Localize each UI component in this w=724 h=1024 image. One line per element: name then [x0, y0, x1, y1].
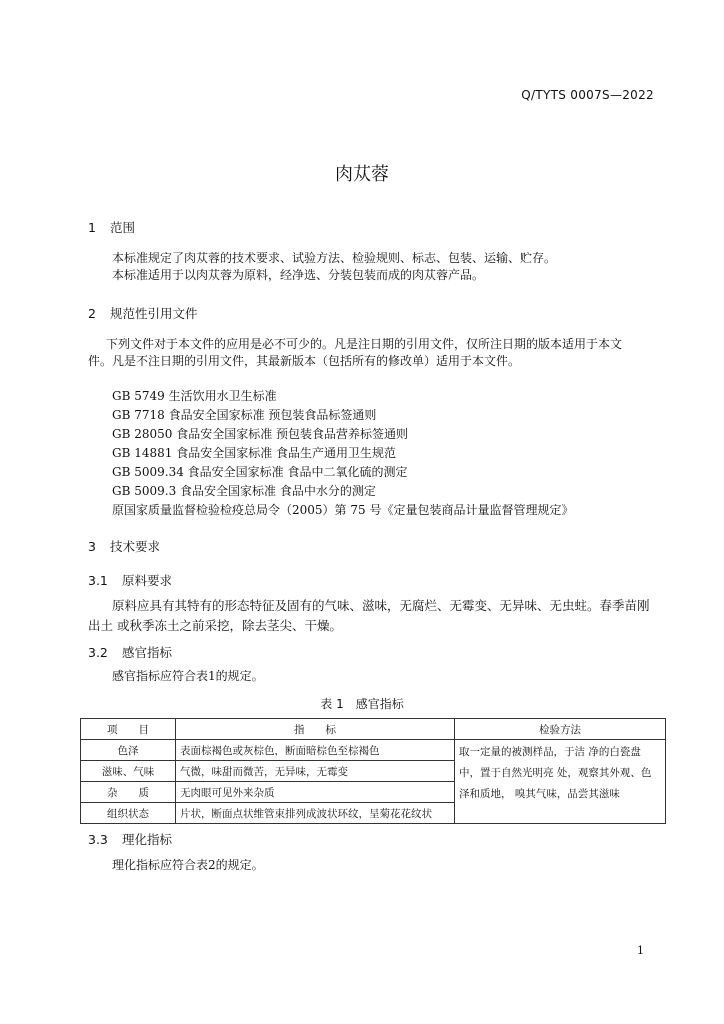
column-header-indicator: 指 标 [176, 719, 455, 740]
references-intro-line-2: 件。凡是不注日期的引用文件，其最新版本（包括所有的修改单）适用于本文件。 [88, 354, 521, 368]
subsection-number: 3.1 [88, 573, 108, 588]
subsection-title: 原料要求 [121, 573, 172, 588]
document-title: 肉苁蓉 [335, 164, 389, 185]
section-1-heading [88, 218, 135, 236]
subsection-3-1-heading [88, 571, 172, 589]
row-item: 滋味、气味 [81, 761, 176, 782]
row-item: 组织状态 [81, 803, 176, 824]
standard-code: Q/TYTS 0007S—2022 [521, 88, 654, 102]
row-indicator: 表面棕褐色或灰棕色，断面暗棕色至棕褐色 [176, 740, 455, 761]
section-number: 3 [88, 539, 96, 554]
subsection-title: 感官指标 [121, 645, 172, 660]
column-header-item: 项 目 [81, 719, 176, 740]
subsection-number: 3.3 [88, 832, 108, 847]
section-3-heading [88, 537, 160, 555]
inspection-method: 取一定量的被测样品，于洁 净的白瓷盘中，置于自然光明亮 处，观察其外观、色泽和质地， 嗅其气味，品尝其滋味 [455, 740, 666, 824]
subsection-title: 理化指标 [121, 832, 172, 847]
row-indicator: 气微，味甜而微苦，无异味，无霉变 [176, 761, 455, 782]
section-title: 规范性引用文件 [109, 306, 198, 321]
scope-paragraph-1: 本标准规定了肉苁蓉的技术要求、试验方法、检验规则、标志、包装、运输、贮存。 [112, 251, 557, 265]
reference-item: GB 5009.3 食品安全国家标准 食品中水分的测定 [112, 484, 376, 498]
raw-material-line-1: 原料应具有其特有的形态特征及固有的气味、滋味，无腐烂、无霉变、无异味、无虫蛀。春季苗刚 [112, 598, 650, 613]
raw-material-line-2: 出土 或秋季冻土之前采挖，除去茎尖、干燥。 [88, 618, 342, 633]
section-title: 技术要求 [109, 539, 160, 554]
subsection-number: 3.2 [88, 645, 108, 660]
table-1-caption: 表 1 感官指标 [320, 697, 404, 711]
sensory-intro: 感官指标应符合表1的规定。 [112, 669, 264, 683]
subsection-3-3-heading [88, 830, 172, 848]
section-number: 1 [88, 220, 96, 235]
page-number: 1 [637, 944, 644, 957]
row-indicator: 片状，断面点状维管束排列成波状环纹，呈菊花花纹状 [176, 803, 455, 824]
sensory-table [80, 718, 666, 824]
references-intro-line-1: 下列文件对于本文件的应用是必不可少的。凡是注日期的引用文件，仅所注日期的版本适用于本文 [106, 337, 623, 351]
section-number: 2 [88, 306, 96, 321]
scope-paragraph-2: 本标准适用于以肉苁蓉为原料，经净选、分装包装而成的肉苁蓉产品。 [112, 268, 485, 282]
reference-item: GB 14881 食品安全国家标准 食品生产通用卫生规范 [112, 446, 397, 460]
table-row [81, 740, 666, 761]
row-item: 杂 质 [81, 782, 176, 803]
section-title: 范围 [109, 220, 135, 235]
reference-item: GB 5009.34 食品安全国家标准 食品中二氧化硫的测定 [112, 465, 408, 479]
section-2-heading [88, 304, 198, 322]
row-indicator: 无肉眼可见外来杂质 [176, 782, 455, 803]
physicochemical-intro: 理化指标应符合表2的规定。 [112, 858, 264, 872]
reference-item: 原国家质量监督检验检疫总局令（2005）第 75 号《定量包装商品计量监督管理规定》 [112, 503, 574, 517]
subsection-3-2-heading [88, 643, 172, 661]
table-header-row [81, 719, 666, 740]
column-header-method: 检验方法 [455, 719, 666, 740]
row-item: 色泽 [81, 740, 176, 761]
reference-item: GB 7718 食品安全国家标准 预包装食品标签通则 [112, 408, 377, 422]
reference-item: GB 28050 食品安全国家标准 预包装食品营养标签通则 [112, 427, 409, 441]
reference-item: GB 5749 生活饮用水卫生标准 [112, 389, 277, 403]
